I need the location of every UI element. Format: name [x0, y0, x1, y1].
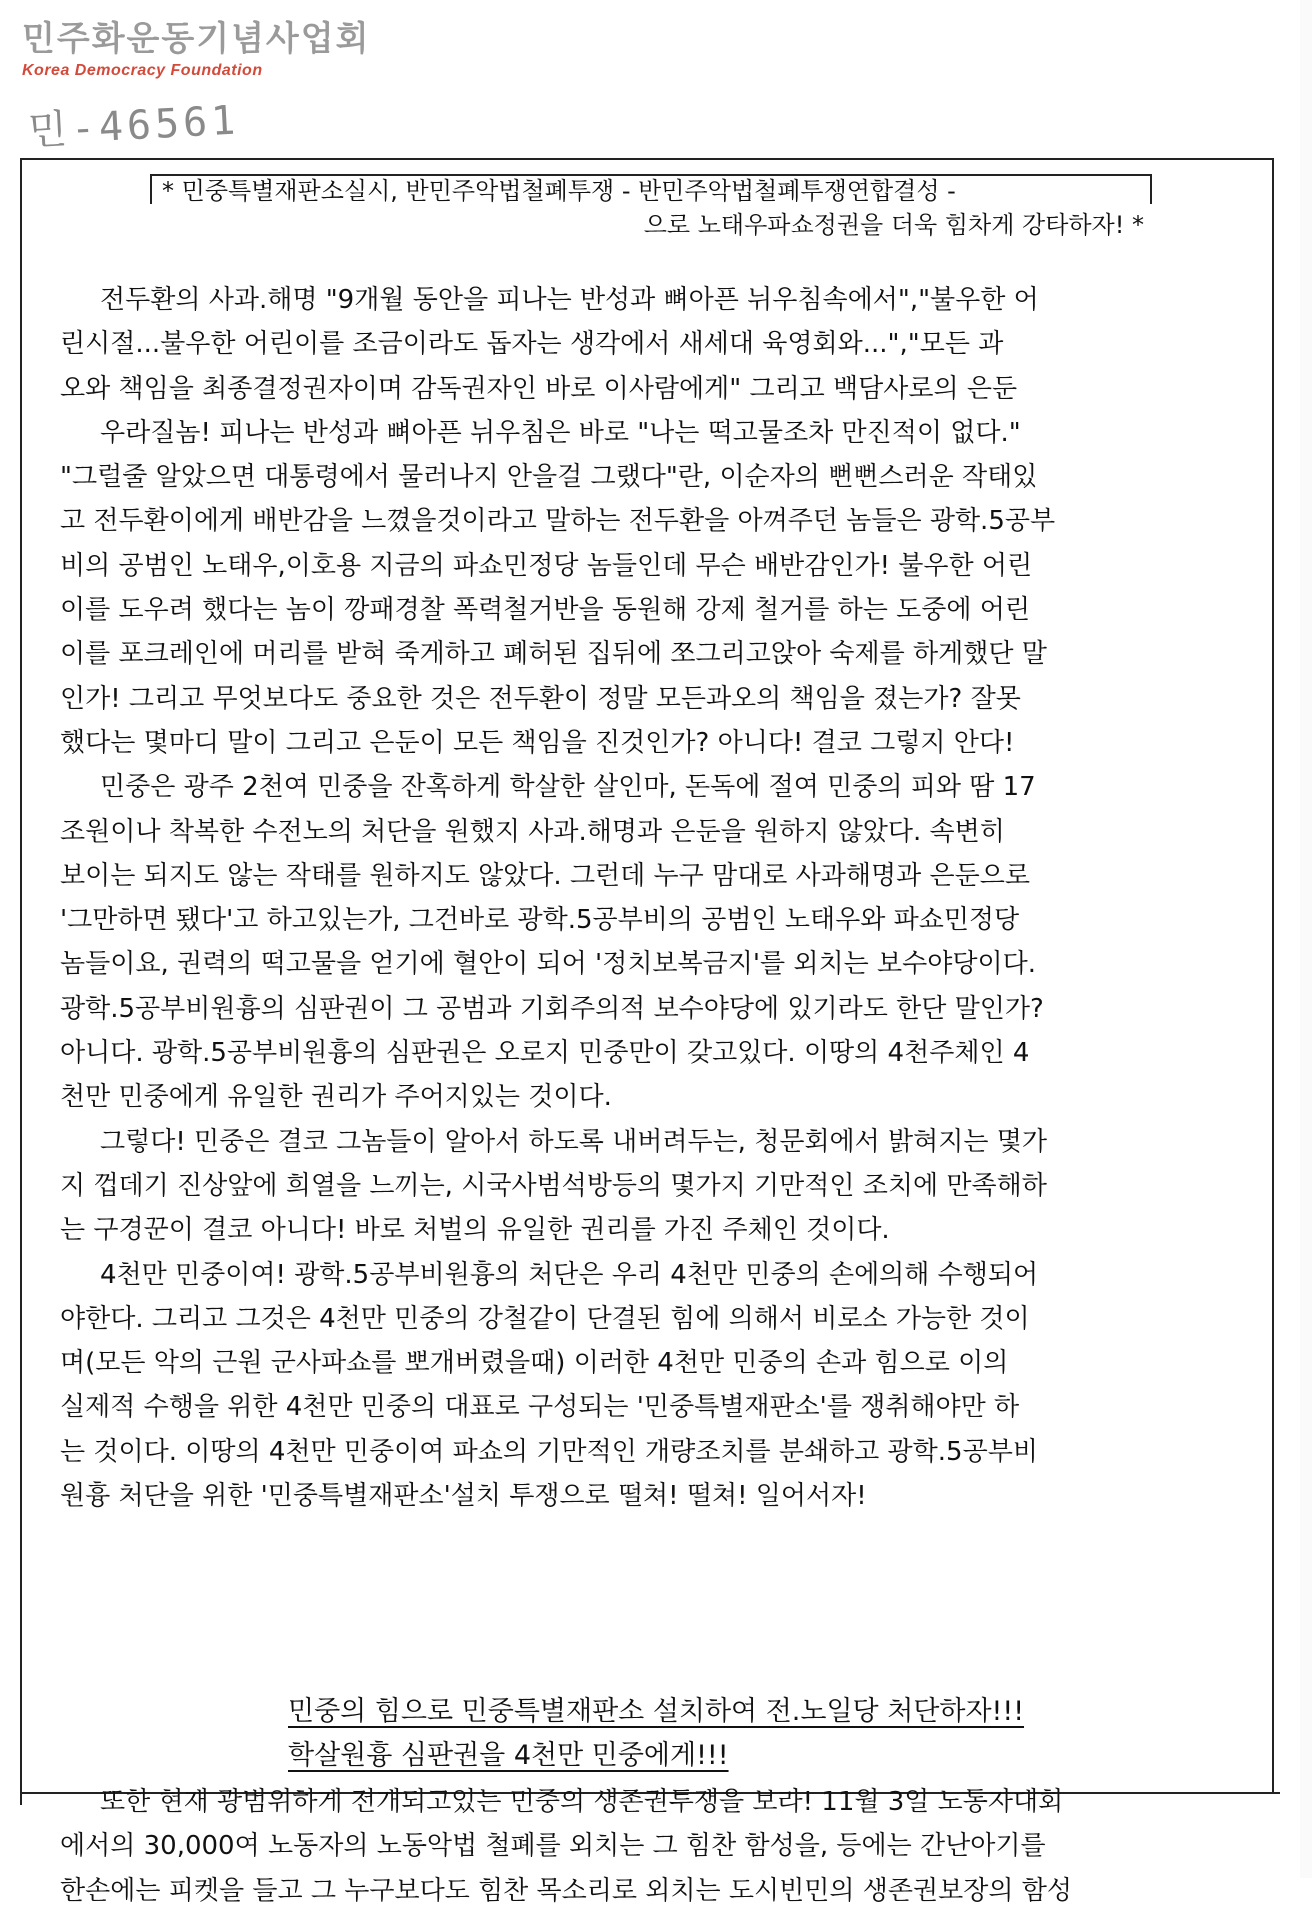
body-line: 우라질놈! 피나는 반성과 뼈아픈 뉘우침은 바로 "나는 떡고물조차 만진적이 없다."	[100, 417, 1021, 448]
watermark-english: Korea Democracy Foundation	[22, 62, 263, 79]
body-line: 인가! 그리고 무엇보다도 중요한 것은 전두환이 정말 모든과오의 책임을 졌는가? 잘못	[60, 683, 1021, 714]
body-line: 전두환의 사과.해명 "9개월 동안을 피나는 반성과 뼈아픈 뉘우침속에서","불우한 어	[100, 285, 1039, 315]
body-line: 4천만 민중이여! 광학.5공부비원흉의 처단은 우리 4천만 민중의 손에의해 수행되어	[100, 1259, 1039, 1290]
body-line: 며(모든 악의 근원 군사파쇼를 뽀개버렸을때) 이러한 4천만 민중의 손과 힘으로 이의	[60, 1348, 1009, 1379]
body-line: 했다는 몇마디 말이 그리고 은둔이 모든 책임을 진것인가? 아니다! 결코 그렇지 안다!	[60, 727, 1015, 758]
watermark-korean: 민주화운동기념사업회	[22, 19, 371, 59]
body-line: 조원이나 착복한 수전노의 처단을 원했지 사과.해명과 은둔을 원하지 않았다. 속변히	[60, 816, 1005, 847]
document-number: 민-46561	[27, 97, 241, 155]
body-line: 는 것이다. 이땅의 4천만 민중이여 파쇼의 기만적인 개량조치를 분쇄하고 광학.5공부비	[60, 1436, 1038, 1467]
body-line: 야한다. 그리고 그것은 4천만 민중의 강철같이 단결된 힘에 의해서 비로소 가능한 것이	[60, 1303, 1030, 1334]
body-line: 원흉 처단을 위한 '민중특별재판소'설치 투쟁으로 떨쳐! 떨쳐! 일어서자!	[60, 1481, 867, 1512]
header-line-1: * 민중특별재판소실시, 반민주악법철폐투쟁 - 반민주악법철폐투쟁연합결성 -	[150, 174, 1152, 204]
body-line: 지 껍데기 진상앞에 희열을 느끼는, 시국사범석방등의 몇가지 기만적인 조치에 만족해하	[60, 1170, 1047, 1201]
closing-body	[60, 1620, 1250, 1913]
body-line: 이를 포크레인에 머리를 받혀 죽게하고 폐허된 집뒤에 쪼그리고앉아 숙제를 하게했단 말	[60, 639, 1047, 670]
body-line: 오와 책임을 최종결정권자이며 감독권자인 바로 이사람에게" 그리고 백담사로의 은둔	[60, 373, 1018, 404]
scan-edge	[1300, 0, 1312, 1878]
body-line: 린시절...불우한 어린이를 조금이라도 돕자는 생각에서 새세대 육영회와...","모든 과	[60, 329, 1004, 360]
body-line: 천만 민중에게 유일한 권리가 주어지있는 것이다.	[60, 1082, 612, 1113]
body-line: 고 전두환이에게 배반감을 느꼈을것이라고 말하는 전두환을 아껴주던 놈들은 광학.5공부	[60, 506, 1056, 537]
body-text	[60, 278, 1250, 1518]
body-line: 에서의 30,000여 노동자의 노동악법 철폐를 외치는 그 힘찬 함성을, 등에는 간난아기를	[60, 1831, 1046, 1862]
body-line: 광학.5공부비원흉의 심판권이 그 공범과 기회주의적 보수야당에 있기라도 한단 말인가?	[60, 993, 1044, 1024]
slogan-2: 학살원흉 심판권을 4천만 민중에게!!!	[288, 1740, 729, 1771]
slogan-1: 민중의 힘으로 민중특별재판소 설치하여 전.노일당 처단하자!!!	[288, 1696, 1025, 1727]
body-line: 실제적 수행을 위한 4천만 민중의 대표로 구성되는 '민중특별재판소'를 쟁취해야만 하	[60, 1392, 1020, 1423]
body-line: 또한 현재 광범위하게 전개되고있는 민중의 생존권투쟁을 보라! 11월 3일 노동자대회	[100, 1787, 1064, 1817]
body-line: 민중은 광주 2천여 민중을 잔혹하게 학살한 살인마, 돈독에 절여 민중의 피와 땀 17	[100, 772, 1036, 803]
body-line: 비의 공범인 노태우,이호용 지금의 파쇼민정당 놈들인데 무슨 배반감인가! 불우한 어린	[60, 550, 1033, 581]
body-line: '그만하면 됐다'고 하고있는가, 그건바로 광학.5공부비의 공범인 노태우와 파쇼민정당	[60, 905, 1020, 936]
body-line: 그렇다! 민중은 결코 그놈들이 알아서 하도록 내버려두는, 청문회에서 밝혀지는 몇가	[100, 1126, 1048, 1157]
body-line: "그럴줄 알았으면 대통령에서 물러나지 안을걸 그랬다"란, 이순자의 뻔뻔스러운 작태있	[60, 462, 1038, 493]
body-line: 보이는 되지도 않는 작태를 원하지도 않았다. 그런데 누구 맘대로 사과해명과 은둔으로	[60, 860, 1030, 891]
body-line: 이를 도우려 했다는 놈이 깡패경찰 폭력철거반을 동원해 강제 철거를 하는 도중에 어린	[60, 595, 1030, 626]
body-line: 놈들이요, 권력의 떡고물을 얻기에 혈안이 되어 '정치보복금지'를 외치는 보수야당이다.	[60, 949, 1037, 980]
body-line: 는 구경꾼이 결코 아니다! 바로 처벌의 유일한 권리를 가진 주체인 것이다.	[60, 1215, 890, 1246]
body-line: 한손에는 피켓을 들고 그 누구보다도 힘찬 목소리로 외치는 도시빈민의 생존권보장의 함성	[60, 1875, 1072, 1906]
body-line: 아니다. 광학.5공부비원흉의 심판권은 오로지 민중만이 갖고있다. 이땅의 4천주체인 4	[60, 1038, 1030, 1069]
frame-right-edge	[1272, 158, 1274, 1793]
header-line-2: 으로 노태우파쇼정권을 더욱 힘차게 강타하자! *	[643, 211, 1144, 239]
watermark	[22, 19, 371, 80]
